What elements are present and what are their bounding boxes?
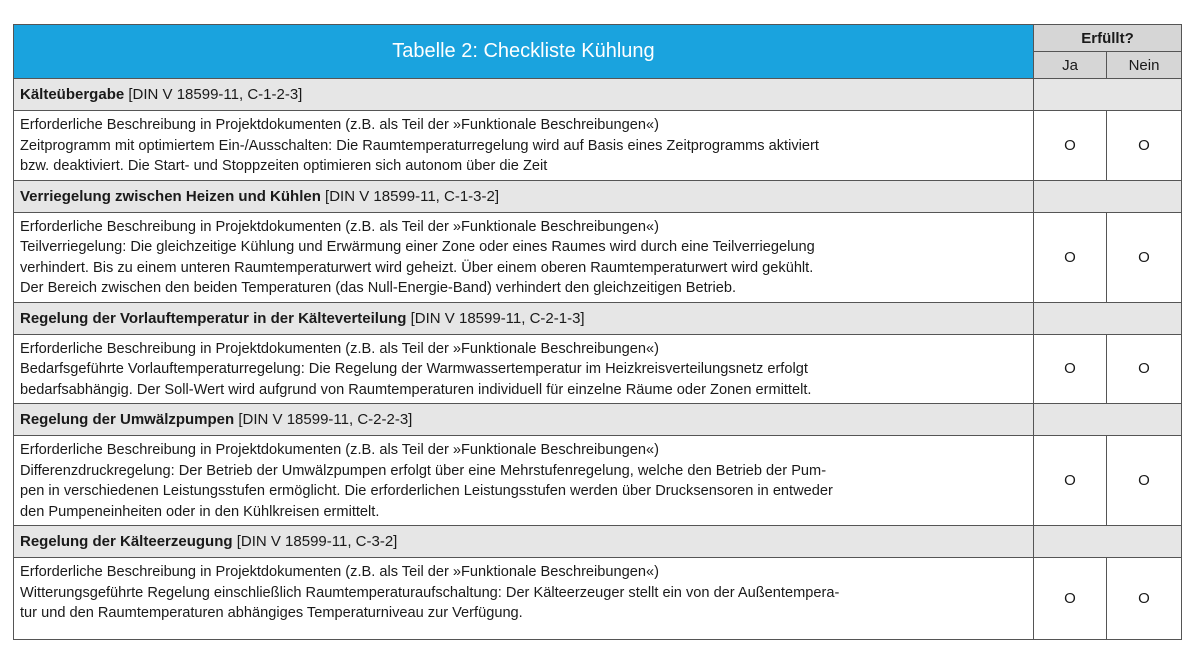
section-header-spacer — [1034, 79, 1182, 111]
section-header-row — [14, 79, 1182, 111]
section-reference: [DIN V 18599-11, C-2-1-3] — [406, 309, 585, 327]
checkbox-ja[interactable]: O — [1034, 334, 1107, 404]
section-title — [14, 302, 1034, 334]
column-header-nein: Nein — [1107, 52, 1182, 79]
checkbox-nein[interactable]: O — [1107, 558, 1182, 640]
section-reference: [DIN V 18599-11, C-1-3-2] — [320, 187, 500, 205]
checkbox-ja[interactable]: O — [1034, 111, 1107, 181]
requirement-description — [14, 334, 1034, 404]
description-line: Witterungsgeführte Regelung einschließlich Raumtemperaturaufschaltung: Der Kälteerzeuger stellt ein von der Außentempera- — [20, 584, 840, 601]
table-row — [14, 436, 1182, 526]
description-line: Erforderliche Beschreibung in Projektdokumenten (z.B. als Teil der »Funktionale Beschreibungen«) — [20, 564, 659, 580]
section-title-label: Verriegelung zwischen Heizen und Kühlen — [20, 187, 321, 205]
description-line: Differenzdruckregelung: Der Betrieb der Umwälzpumpen erfolgt über eine Mehrstufenregelung, welche den Betrieb der Pum- — [20, 462, 827, 479]
requirement-description — [14, 212, 1034, 302]
section-title-label: Regelung der Umwälzpumpen — [20, 411, 235, 428]
requirement-description — [14, 111, 1034, 181]
section-title — [14, 180, 1034, 212]
description-line: Der Bereich zwischen den beiden Temperaturen (das Null-Energie-Band) verhindert den gleichzeitigen Betrieb. — [20, 280, 737, 296]
table-row — [14, 558, 1182, 640]
description-line: bedarfsabhängig. Der Soll-Wert wird aufgrund von Raumtemperaturen individuell für einzelne Räume oder Zonen ermittelt. — [20, 381, 812, 398]
description-line: Erforderliche Beschreibung in Projektdokumenten (z.B. als Teil der »Funktionale Beschreibungen«) — [20, 340, 659, 357]
section-header-spacer — [1034, 526, 1182, 558]
section-reference: [DIN V 18599-11, C-3-2] — [232, 533, 398, 550]
table-row — [14, 212, 1182, 302]
section-header-row — [14, 526, 1182, 558]
section-reference: [DIN V 18599-11, C-2-2-3] — [234, 411, 413, 428]
checkbox-ja[interactable]: O — [1034, 436, 1107, 526]
description-line: pen in verschiedenen Leistungsstufen ermöglicht. Die erforderlichen Leistungsstufen werden über Drucksensoren in entweder — [20, 483, 833, 499]
section-header-spacer — [1034, 404, 1182, 436]
description-line: Teilverriegelung: Die gleichzeitige Kühlung und Erwärmung einer Zone oder eines Raumes wird durch eine Teilverriegelung — [20, 239, 815, 255]
checkbox-nein[interactable]: O — [1107, 436, 1182, 526]
section-title-label: Regelung der Vorlauftemperatur in der Kälteverteilung — [20, 309, 407, 327]
requirement-description — [14, 436, 1034, 526]
section-title-label: Kälteübergabe — [20, 86, 125, 103]
description-line: Erforderliche Beschreibung in Projektdokumenten (z.B. als Teil der »Funktionale Beschreibungen«) — [20, 442, 659, 458]
requirement-description — [14, 558, 1034, 640]
checkbox-nein[interactable]: O — [1107, 111, 1182, 181]
description-line: den Pumpeneinheiten oder in den Kühlkreisen ermittelt. — [20, 503, 380, 520]
checkbox-ja[interactable]: O — [1034, 558, 1107, 640]
description-line: verhindert. Bis zu einem unteren Raumtemperaturwert wird geheizt. Über einem oberen Raumtemperaturwert wird gekühlt. — [20, 259, 814, 276]
section-header-row — [14, 404, 1182, 436]
section-header-spacer — [1034, 302, 1182, 334]
section-title — [14, 404, 1034, 436]
table-header-row — [14, 25, 1182, 52]
table-row — [14, 334, 1182, 404]
column-group-header-erfuellt: Erfüllt? — [1034, 25, 1182, 52]
checkbox-ja[interactable]: O — [1034, 212, 1107, 302]
table-row — [14, 111, 1182, 181]
description-line: Erforderliche Beschreibung in Projektdokumenten (z.B. als Teil der »Funktionale Beschreibungen«) — [20, 218, 659, 235]
description-line: Zeitprogramm mit optimiertem Ein-/Ausschalten: Die Raumtemperaturregelung wird auf Basis eines Zeitprogramms aktiviert — [20, 137, 819, 154]
section-title — [14, 526, 1034, 558]
section-title — [14, 79, 1034, 111]
description-line: bzw. deaktiviert. Die Start- und Stoppzeiten optimieren sich autonom über die Zeit — [20, 158, 548, 174]
checkbox-nein[interactable]: O — [1107, 334, 1182, 404]
section-reference: [DIN V 18599-11, C-1-2-3] — [124, 86, 303, 103]
section-title-label: Regelung der Kälteerzeugung — [20, 533, 233, 550]
checkbox-nein[interactable]: O — [1107, 212, 1182, 302]
description-line: tur und den Raumtemperaturen abhängiges Temperaturniveau zur Verfügung. — [20, 605, 523, 621]
table-title: Tabelle 2: Checkliste Kühlung — [14, 25, 1034, 79]
section-header-row — [14, 302, 1182, 334]
section-header-row — [14, 180, 1182, 212]
description-line: Bedarfsgeführte Vorlauftemperaturregelung: Die Regelung der Warmwassertemperatur im Heizkreisverteilungsnetz erfolgt — [20, 361, 808, 377]
checklist-table — [13, 24, 1182, 640]
section-header-spacer — [1034, 180, 1182, 212]
description-line: Erforderliche Beschreibung in Projektdokumenten (z.B. als Teil der »Funktionale Beschreibungen«) — [20, 117, 659, 133]
column-header-ja: Ja — [1034, 52, 1107, 79]
